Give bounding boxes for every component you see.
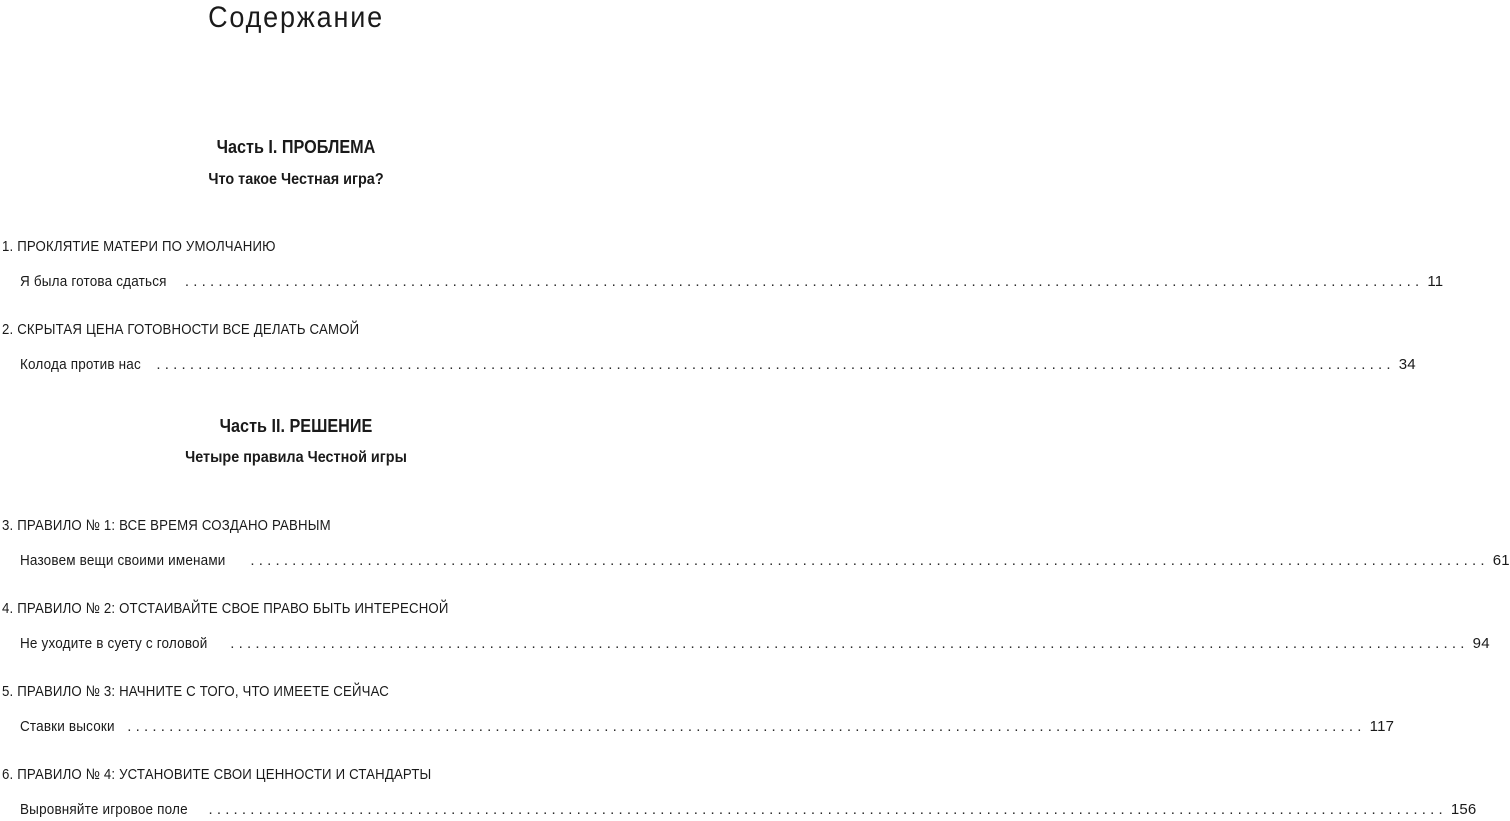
dot-leader: ....................................................................................................................................................: [184, 273, 1424, 290]
page-number: 34: [1398, 356, 1416, 373]
toc-entry-4[interactable]: [2, 598, 1490, 655]
dot-leader: ....................................................................................................................................................: [250, 552, 1489, 569]
chapter-heading: 5. ПРАВИЛО № 3: НАЧНИТЕ С ТОГО, ЧТО ИМЕЕТЕ СЕЙЧАС: [2, 683, 390, 700]
part-2-title: Часть II. РЕШЕНИЕ: [219, 416, 373, 436]
chapter-subtitle: Не уходите в суету с головой: [20, 635, 208, 652]
part-2-subtitle: Четыре правила Честной игры: [185, 449, 407, 466]
chapter-subtitle: Назовем вещи своими именами: [20, 552, 226, 569]
toc-entry-1[interactable]: [2, 236, 1444, 293]
toc-entry-2[interactable]: [2, 319, 1416, 376]
chapter-subtitle: Я была готова сдаться: [20, 273, 167, 290]
chapter-line: [2, 633, 1490, 655]
toc-entry-5[interactable]: [2, 681, 1395, 738]
dot-leader: ....................................................................................................................................................: [156, 356, 1395, 373]
chapter-line: [2, 271, 1444, 293]
chapter-line: [2, 799, 1477, 821]
page-number: 94: [1472, 635, 1490, 652]
part-1-subtitle: Что такое Честная игра?: [208, 171, 384, 188]
chapter-subtitle: Колода против нас: [20, 356, 141, 373]
part-1-title: Часть I. ПРОБЛЕМА: [216, 137, 376, 157]
chapter-heading: 6. ПРАВИЛО № 4: УСТАНОВИТЕ СВОИ ЦЕННОСТИ И СТАНДАРТЫ: [2, 766, 432, 783]
chapter-heading: 3. ПРАВИЛО № 1: ВСЕ ВРЕМЯ СОЗДАНО РАВНЫМ: [2, 517, 331, 534]
chapter-heading: 4. ПРАВИЛО № 2: ОТСТАИВАЙТЕ СВОЕ ПРАВО БЫТЬ ИНТЕРЕСНОЙ: [2, 600, 449, 617]
toc-entry-3[interactable]: [2, 515, 1510, 572]
chapter-heading: 1. ПРОКЛЯТИЕ МАТЕРИ ПО УМОЛЧАНИЮ: [2, 238, 276, 255]
page-number: 156: [1450, 801, 1477, 818]
chapter-subtitle: Ставки высоки: [20, 718, 115, 735]
dot-leader: ....................................................................................................................................................: [208, 801, 1447, 818]
chapter-line: [2, 354, 1416, 376]
chapter-heading: 2. СКРЫТАЯ ЦЕНА ГОТОВНОСТИ ВСЕ ДЕЛАТЬ САМОЙ: [2, 321, 360, 338]
dot-leader: ....................................................................................................................................................: [127, 718, 1366, 735]
dot-leader: ....................................................................................................................................................: [230, 635, 1469, 652]
chapter-subtitle: Выровняйте игровое поле: [20, 801, 188, 818]
chapter-line: [2, 550, 1510, 572]
page-number: 61: [1492, 552, 1510, 569]
page-number: 117: [1369, 718, 1395, 735]
chapter-line: [2, 716, 1395, 738]
toc-entry-6[interactable]: [2, 764, 1477, 821]
page-title: Содержание: [208, 1, 384, 34]
page-number: 11: [1427, 273, 1444, 290]
